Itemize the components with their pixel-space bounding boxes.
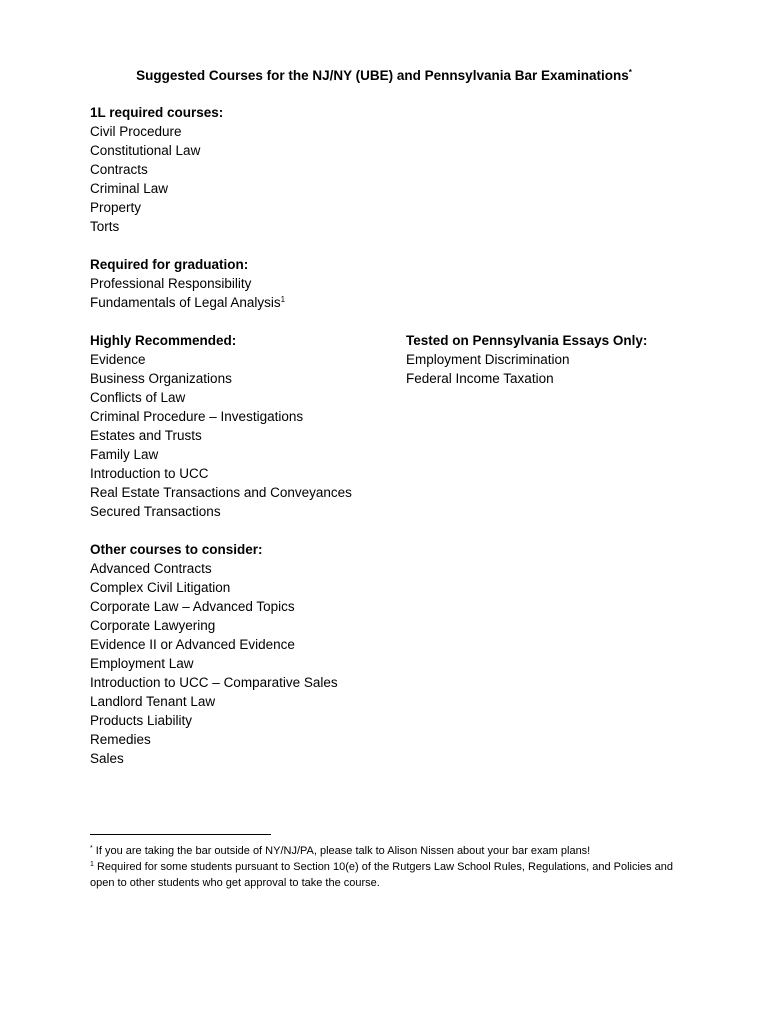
course-item: Civil Procedure (90, 124, 182, 139)
course-item: Business Organizations (90, 371, 232, 386)
course-item: Federal Income Taxation (406, 371, 554, 386)
course-item: Employment Law (90, 656, 194, 671)
footnote (90, 843, 690, 859)
section-heading: 1L required courses: (90, 105, 224, 120)
footnote-text: Required for some students pursuant to Section 10(e) of the Rutgers Law School Rules, Regulations, and Policies and open to other students who get approval to take the course. (90, 861, 673, 889)
section-heading: Highly Recommended: (90, 333, 237, 348)
section-pennsylvania-essays-only (406, 331, 647, 388)
course-item: Corporate Law – Advanced Topics (90, 599, 295, 614)
course-item: Criminal Procedure – Investigations (90, 409, 304, 424)
course-item: Criminal Law (90, 181, 169, 196)
course-item: Sales (90, 751, 124, 766)
footnote-mark: 1 (90, 861, 94, 868)
footnotes (90, 843, 690, 891)
course-item: Introduction to UCC (90, 466, 209, 481)
course-item: Family Law (90, 447, 159, 462)
course-item: Evidence II or Advanced Evidence (90, 637, 295, 652)
course-item: Evidence (90, 352, 146, 367)
page-title (0, 67, 768, 85)
footnote (90, 859, 690, 891)
section-heading: Tested on Pennsylvania Essays Only: (406, 333, 648, 348)
footnote-ref-mark: 1 (280, 295, 286, 304)
section-highly-recommended (90, 331, 352, 521)
course-item (90, 293, 285, 312)
course-item: Professional Responsibility (90, 276, 252, 291)
course-item: Property (90, 200, 142, 215)
course-item: Real Estate Transactions and Conveyances (90, 485, 352, 500)
section-heading: Other courses to consider: (90, 542, 263, 557)
course-item: Remedies (90, 732, 151, 747)
section-required-graduation (90, 255, 285, 312)
course-item: Contracts (90, 162, 148, 177)
course-item: Employment Discrimination (406, 352, 570, 367)
page-title-text: Suggested Courses for the NJ/NY (UBE) and Pennsylvania Bar Examinations (136, 68, 629, 83)
course-item: Torts (90, 219, 120, 234)
course-item: Secured Transactions (90, 504, 221, 519)
course-item: Products Liability (90, 713, 193, 728)
course-item-text: Fundamentals of Legal Analysis (90, 295, 281, 310)
course-item: Constitutional Law (90, 143, 201, 158)
footnote-divider (90, 834, 271, 835)
course-item: Corporate Lawyering (90, 618, 216, 633)
title-footnote-mark: * (628, 68, 632, 77)
section-heading: Required for graduation: (90, 257, 249, 272)
footnote-mark: * (90, 845, 93, 852)
footnote-text: If you are taking the bar outside of NY/NJ/PA, please talk to Alison Nissen about your bar exam plans! (92, 845, 591, 857)
course-item: Introduction to UCC – Comparative Sales (90, 675, 338, 690)
section-other-courses (90, 540, 338, 768)
section-1l-required (90, 103, 223, 236)
course-item: Advanced Contracts (90, 561, 212, 576)
course-item: Estates and Trusts (90, 428, 202, 443)
course-item: Complex Civil Litigation (90, 580, 231, 595)
course-item: Landlord Tenant Law (90, 694, 216, 709)
course-item: Conflicts of Law (90, 390, 186, 405)
